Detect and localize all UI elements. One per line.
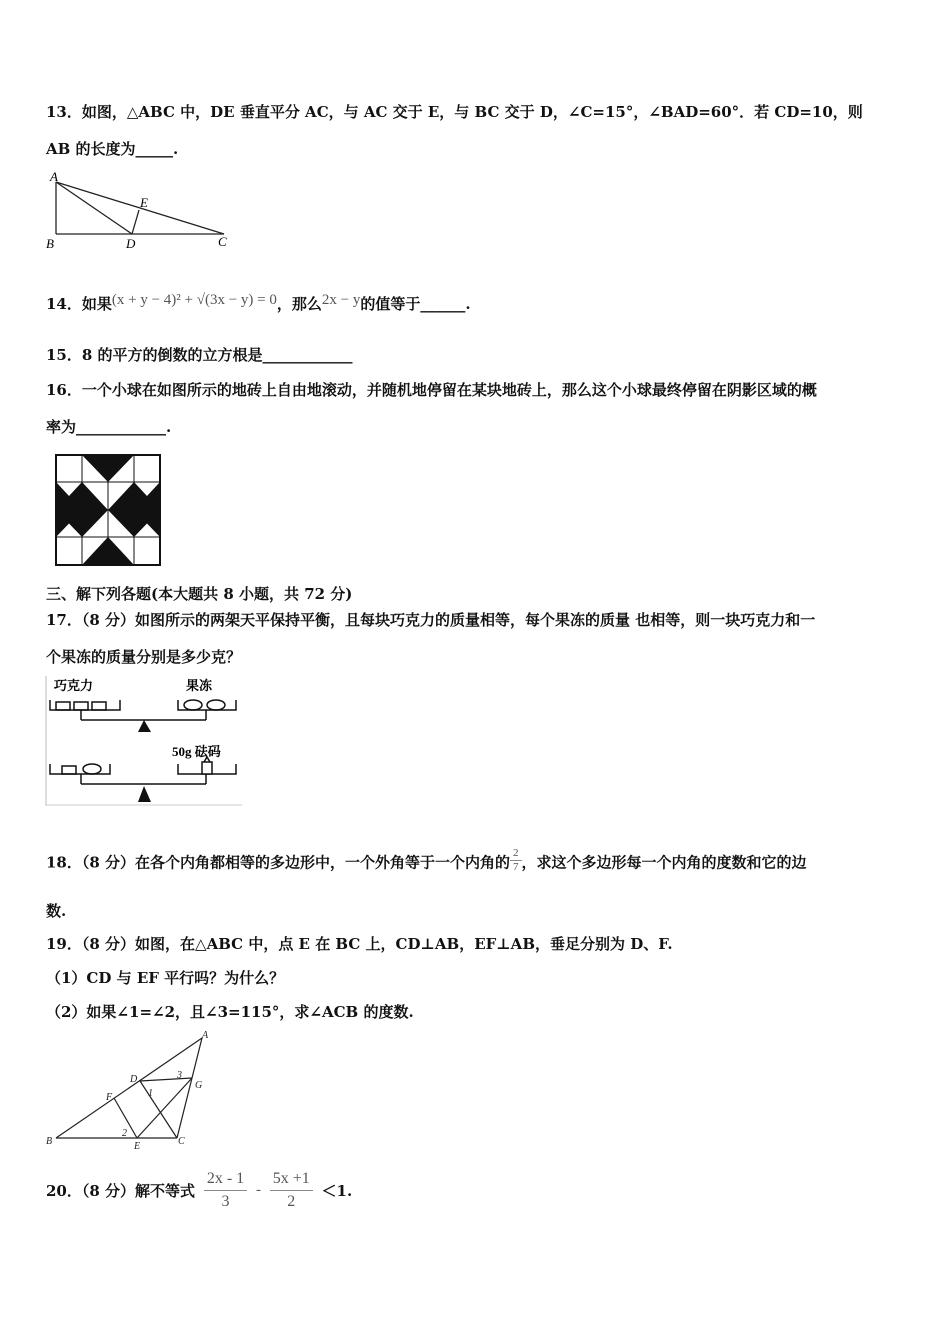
q19-label-a: A <box>202 1030 209 1041</box>
q13-label-b: B <box>46 236 54 251</box>
q19-label-1: 1 <box>148 1088 153 1099</box>
q19-triangle-figure <box>44 1032 214 1154</box>
q19-label-3: 3 <box>177 1070 182 1081</box>
q19-part2: （2）如果∠1=∠2，且∠3=115°，求∠ACB 的度数. <box>46 1003 414 1021</box>
q15-line: 15．8 的平方的倒数的立方根是____________ <box>46 346 353 364</box>
q13-figure <box>44 170 234 250</box>
q14-expression-1: (x + y − 4)² + √(3x − y) = 0 <box>111 292 277 308</box>
q19-label-d: D <box>130 1074 138 1085</box>
q13-label-e: E <box>140 195 148 210</box>
section-3-title: 三、解下列各题(本大题共 8 小题，共 72 分) <box>46 585 353 603</box>
q19-label-e: E <box>134 1141 141 1152</box>
q16-line1: 16．一个小球在如图所示的地砖上自由地滚动，并随机地停留在某块地砖上，那么这个小球最终停留在阴影区域的概 <box>46 381 817 399</box>
q17-line2: 个果冻的质量分别是多少克？ <box>46 648 242 666</box>
q20-fraction-1: $\frac{2x - 1}{3}$ <box>204 1168 247 1213</box>
q14-expression-2: 2x − y <box>321 292 361 308</box>
label-weight: 50g 砝码 <box>172 744 221 759</box>
q13-label-d: D <box>126 236 136 251</box>
q16-line2: 率为____________. <box>46 418 172 436</box>
q16-tile-figure <box>55 454 163 566</box>
q18-line2: 数. <box>46 902 67 920</box>
q19-label-b: B <box>46 1136 53 1147</box>
q18-line1: 18．（8 分）在各个内角都相等的多边形中，一个外角等于一个内角的 $\frac{2}{7}$ ，求这个多边形每一个内角的度数和它的边 <box>46 847 807 873</box>
label-jelly: 果冻 <box>186 678 213 693</box>
q13-label-a: A <box>50 169 58 184</box>
q13-line2: AB 的长度为_____. <box>46 140 179 158</box>
label-chocolate: 巧克力 <box>54 678 94 693</box>
q17-line1: 17．（8 分）如图所示的两架天平保持平衡，且每块巧克力的质量相等，每个果冻的质量 也相等，则一块巧克力和一 <box>46 611 816 629</box>
q20-line: 20．（8 分）解不等式 $\frac{2x - 1}{3}$ - $\frac{5x +1}{2}$ ＜1. <box>46 1168 352 1213</box>
q13-label-c: C <box>218 234 227 249</box>
q13-line1: 13．如图，△ABC 中，DE 垂直平分 AC，与 AC 交于 E，与 BC 交于 D，∠C=15°，∠BAD=60°．若 CD=10，则 <box>46 103 863 121</box>
q19-part1: （1）CD 与 EF 平行吗？为什么？ <box>46 969 285 987</box>
q19-label-c: C <box>178 1136 185 1147</box>
q19-label-2: 2 <box>122 1128 127 1139</box>
q17-balance-figure <box>46 676 242 806</box>
q18-fraction: $\frac{2}{7}$ <box>510 847 522 874</box>
q19-label-f: F <box>106 1092 113 1103</box>
q19-line1: 19．（8 分）如图，在△ABC 中，点 E 在 BC 上，CD⊥AB，EF⊥AB，垂足分别为 D、F. <box>46 935 673 953</box>
q20-fraction-2: $\frac{5x +1}{2}$ <box>270 1168 313 1213</box>
q14-line: 14．如果(x + y − 4)² + √(3x − y) = 0，那么2x − y的值等于______. <box>46 292 471 313</box>
q19-label-g: G <box>195 1080 203 1091</box>
